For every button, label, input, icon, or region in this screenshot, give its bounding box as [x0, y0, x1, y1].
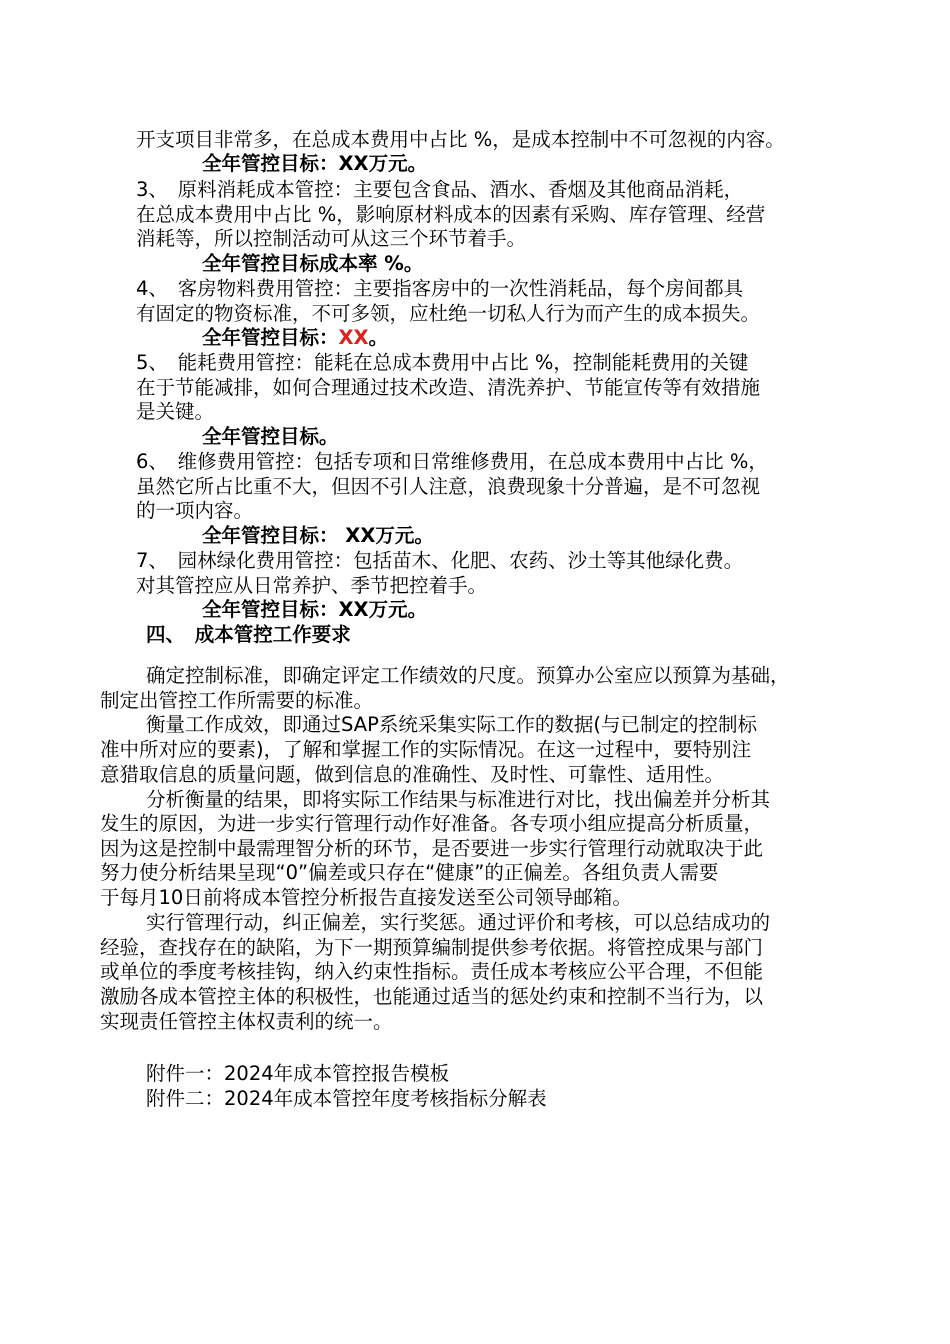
text-line: 开支项目非常多，在总成本费用中占比 %，是成本控制中不可忽视的内容。: [136, 128, 785, 151]
target-line: 全年管控目标成本率 %。: [202, 252, 424, 275]
section-heading: 四、 成本管控工作要求: [146, 623, 351, 646]
text-line: 在总成本费用中占比 %，影响原材料成本的因素有采购、库存管理、经营: [136, 203, 766, 226]
text-line: 对其管控应从日常养护、季节把控着手。: [136, 574, 488, 597]
paragraph-line: 制定出管控工作所需要的标准。: [100, 689, 374, 712]
item-5-heading: 5、 能耗费用管控：能耗在总成本费用中占比 %，控制能耗费用的关键: [136, 351, 749, 374]
target-line: 全年管控目标： XX万元。: [202, 524, 434, 547]
item-3-heading: 3、 原料消耗成本管控：主要包含食品、酒水、香烟及其他商品消耗，: [136, 178, 744, 201]
paragraph-line: 激励各成本管控主体的积极性，也能通过适当的惩处约束和控制不当行为，以: [100, 985, 764, 1008]
text-line: 的一项内容。: [136, 499, 254, 522]
target-line: 全年管控目标：XX万元。: [202, 152, 428, 175]
paragraph-line: 准中所对应的要素)，了解和掌握工作的实际情况。在这一过程中，要特别注: [100, 738, 752, 761]
text-line: 在于节能减排，如何合理通过技术改造、清洗养护、节能宣传等有效措施: [136, 376, 761, 399]
paragraph-line: 分析衡量的结果，即将实际工作结果与标准进行对比，找出偏差并分析其: [146, 788, 771, 811]
paragraph-line: 经验，查找存在的缺陷，为下一期预算编制提供参考依据。将管控成果与部门: [100, 936, 764, 959]
target-label: 全年管控目标：: [202, 326, 339, 349]
target-line: 全年管控目标：XX万元。: [202, 598, 428, 621]
text-line: 消耗等，所以控制活动可从这三个环节着手。: [136, 227, 527, 250]
target-period: 。: [368, 326, 389, 349]
paragraph-line: 或单位的季度考核挂钩，纳入约束性指标。责任成本考核应公平合理，不但能: [100, 960, 764, 983]
attachment-1: 附件一：2024年成本管控报告模板: [146, 1062, 450, 1085]
target-value-highlight: XX: [338, 326, 369, 349]
paragraph-line: 发生的原因，为进一步实行管理行动作好准备。各专项小组应提高分析质量，: [100, 812, 764, 835]
paragraph-line: 因为这是控制中最需理智分析的环节，是否要进一步实行管理行动就取决于此: [100, 837, 764, 860]
target-line: [202, 326, 388, 350]
item-7-heading: 7、 园林绿化费用管控：包括苗木、化肥、农药、沙土等其他绿化费。: [136, 549, 744, 572]
paragraph-line: 意猎取信息的质量问题，做到信息的准确性、及时性、可靠性、适用性。: [100, 763, 725, 786]
item-4-heading: 4、 客房物料费用管控：主要指客房中的一次性消耗品，每个房间都具: [136, 277, 744, 300]
paragraph-line: 衡量工作成效，即通过SAP系统采集实际工作的数据(与已制定的控制标: [146, 713, 757, 736]
item-6-heading: 6、 维修费用管控：包括专项和日常维修费用，在总成本费用中占比 %，: [136, 450, 768, 473]
attachment-2: 附件二：2024年成本管控年度考核指标分解表: [146, 1087, 547, 1110]
target-line: 全年管控目标。: [202, 425, 339, 448]
paragraph-line: 努力使分析结果呈现“0”偏差或只存在“健康”的正偏差。各组负责人需要: [100, 861, 719, 884]
text-line: 是关键。: [136, 400, 215, 423]
text-line: 有固定的物资标准，不可多领，应杜绝一切私人行为而产生的成本损失。: [136, 302, 761, 325]
paragraph-line: 实现责任管控主体权责利的统一。: [100, 1010, 393, 1033]
text-line: 虽然它所占比重不大，但因不引人注意，浪费现象十分普遍，是不可忽视: [136, 475, 761, 498]
paragraph-line: 实行管理行动，纠正偏差，实行奖惩。通过评价和考核，可以总结成功的: [146, 911, 771, 934]
paragraph-line: 确定控制标准，即确定评定工作绩效的尺度。预算办公室应以预算为基础，: [146, 664, 790, 687]
paragraph-line: 于每月10日前将成本管控分析报告直接发送至公司领导邮箱。: [100, 886, 632, 909]
